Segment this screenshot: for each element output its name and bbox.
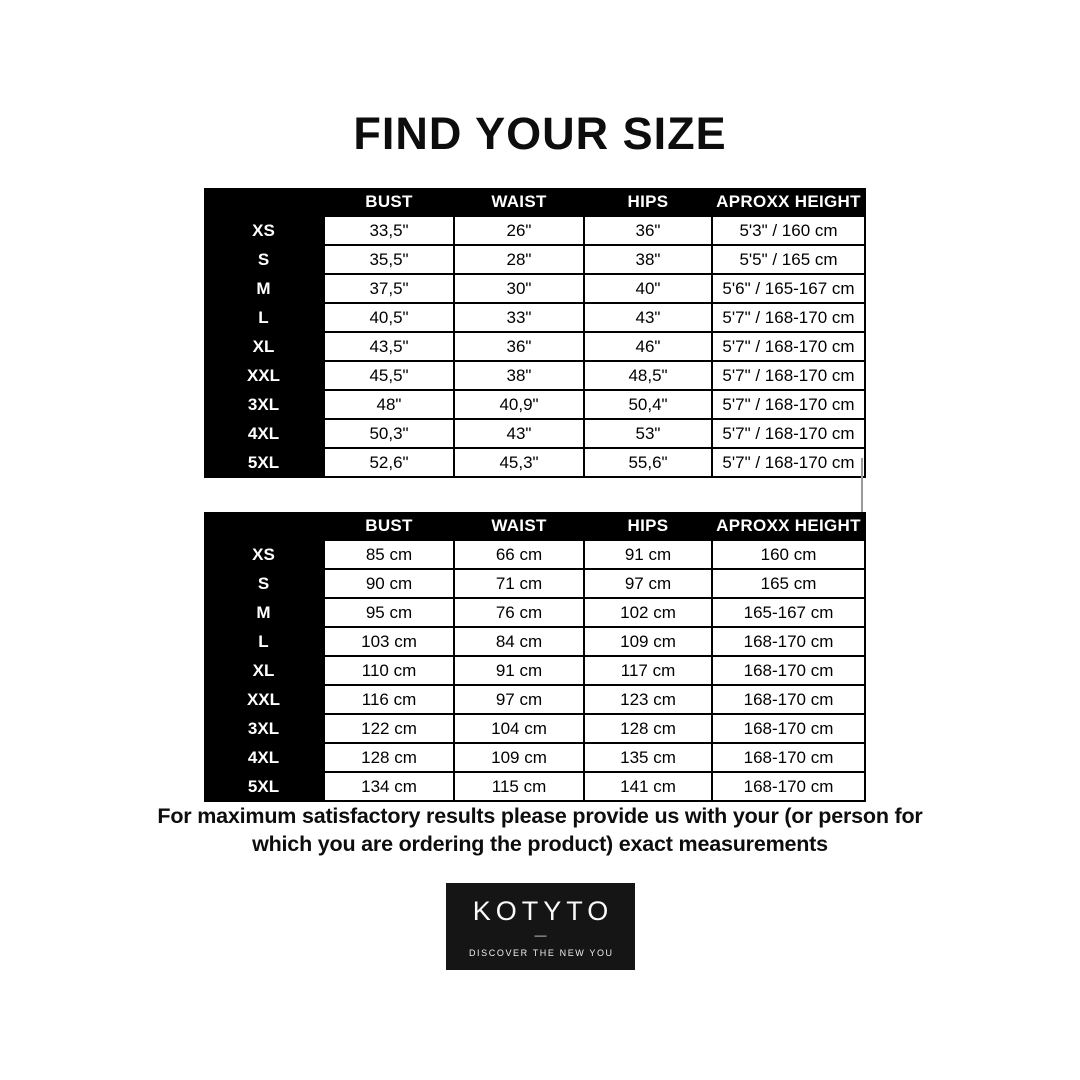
size-table-inches — [204, 188, 866, 478]
table-cell: 40,9" — [454, 390, 584, 419]
table-cell: 36" — [454, 332, 584, 361]
table-cell: 168-170 cm — [712, 772, 865, 801]
table-cell: 53" — [584, 419, 712, 448]
table-cell: 52,6" — [324, 448, 454, 477]
table-cell: 116 cm — [324, 685, 454, 714]
table-cell: 71 cm — [454, 569, 584, 598]
size-label: XXL — [204, 685, 324, 714]
table-cell: 38" — [454, 361, 584, 390]
size-label: 4XL — [204, 419, 324, 448]
table-cell: 5'7" / 168-170 cm — [712, 419, 865, 448]
column-header-hips: HIPS — [584, 512, 712, 540]
size-label: XL — [204, 656, 324, 685]
table-cell: 46" — [584, 332, 712, 361]
table-cell: 160 cm — [712, 540, 865, 569]
table-cell: 168-170 cm — [712, 714, 865, 743]
corner-cell — [204, 512, 324, 540]
table-cell: 115 cm — [454, 772, 584, 801]
table-cell: 102 cm — [584, 598, 712, 627]
table-cell: 90 cm — [324, 569, 454, 598]
logo-divider: — — [534, 927, 547, 942]
size-label: L — [204, 627, 324, 656]
table-cell: 91 cm — [584, 540, 712, 569]
table-cell: 165 cm — [712, 569, 865, 598]
table-cell: 91 cm — [454, 656, 584, 685]
size-label: 5XL — [204, 448, 324, 477]
table-cell: 48,5" — [584, 361, 712, 390]
size-table-centimeters — [204, 512, 866, 802]
table-row — [204, 274, 865, 303]
table-cell: 76 cm — [454, 598, 584, 627]
table-cell: 30" — [454, 274, 584, 303]
column-header-height: APROXX HEIGHT — [712, 512, 865, 540]
size-label: XS — [204, 540, 324, 569]
size-label: 5XL — [204, 772, 324, 801]
table-row — [204, 303, 865, 332]
column-header-height: APROXX HEIGHT — [712, 188, 865, 216]
table-cell: 43" — [584, 303, 712, 332]
table-header-row — [204, 512, 865, 540]
table-cell: 36" — [584, 216, 712, 245]
corner-cell — [204, 188, 324, 216]
column-header-waist: WAIST — [454, 188, 584, 216]
table-cell: 168-170 cm — [712, 627, 865, 656]
table-row — [204, 245, 865, 274]
table-cell: 134 cm — [324, 772, 454, 801]
table-row — [204, 598, 865, 627]
table-cell: 43" — [454, 419, 584, 448]
column-header-hips: HIPS — [584, 188, 712, 216]
size-label: L — [204, 303, 324, 332]
table-cell: 109 cm — [454, 743, 584, 772]
table-row — [204, 772, 865, 801]
size-label: M — [204, 598, 324, 627]
table-cell: 45,3" — [454, 448, 584, 477]
table-row — [204, 448, 865, 477]
size-label: 3XL — [204, 390, 324, 419]
table-cell: 110 cm — [324, 656, 454, 685]
size-label: XL — [204, 332, 324, 361]
size-label: 3XL — [204, 714, 324, 743]
table-cell: 26" — [454, 216, 584, 245]
table-row — [204, 540, 865, 569]
brand-logo — [446, 883, 635, 970]
measurement-note — [0, 802, 1080, 858]
table-row — [204, 743, 865, 772]
table-cell: 5'7" / 168-170 cm — [712, 332, 865, 361]
table-cell: 40" — [584, 274, 712, 303]
table-cell: 50,3" — [324, 419, 454, 448]
table-cell: 168-170 cm — [712, 685, 865, 714]
table-cell: 40,5" — [324, 303, 454, 332]
table-row — [204, 685, 865, 714]
table-cell: 165-167 cm — [712, 598, 865, 627]
table-row — [204, 332, 865, 361]
size-label: S — [204, 245, 324, 274]
table-cell: 168-170 cm — [712, 656, 865, 685]
table-connector-line — [861, 458, 863, 514]
table-cell: 43,5" — [324, 332, 454, 361]
table-cell: 55,6" — [584, 448, 712, 477]
table-cell: 45,5" — [324, 361, 454, 390]
table-cell: 85 cm — [324, 540, 454, 569]
column-header-waist: WAIST — [454, 512, 584, 540]
column-header-bust: BUST — [324, 188, 454, 216]
table-cell: 5'7" / 168-170 cm — [712, 448, 865, 477]
table-row — [204, 390, 865, 419]
table-row — [204, 216, 865, 245]
table-cell: 48" — [324, 390, 454, 419]
size-label: S — [204, 569, 324, 598]
table-cell: 5'7" / 168-170 cm — [712, 361, 865, 390]
table-cell: 37,5" — [324, 274, 454, 303]
brand-tagline: DISCOVER THE NEW YOU — [468, 947, 614, 958]
table-cell: 97 cm — [454, 685, 584, 714]
size-label: XXL — [204, 361, 324, 390]
table-cell: 35,5" — [324, 245, 454, 274]
table-cell: 5'6" / 165-167 cm — [712, 274, 865, 303]
table-row — [204, 656, 865, 685]
table-cell: 84 cm — [454, 627, 584, 656]
table-cell: 5'3" / 160 cm — [712, 216, 865, 245]
measurement-note-line2: which you are ordering the product) exact measurements — [252, 832, 828, 856]
table-cell: 33" — [454, 303, 584, 332]
table-row — [204, 627, 865, 656]
brand-name: KOTYTO — [472, 895, 614, 926]
size-label: M — [204, 274, 324, 303]
size-label: 4XL — [204, 743, 324, 772]
table-cell: 141 cm — [584, 772, 712, 801]
table-cell: 117 cm — [584, 656, 712, 685]
column-header-bust: BUST — [324, 512, 454, 540]
table-cell: 38" — [584, 245, 712, 274]
table-cell: 123 cm — [584, 685, 712, 714]
table-cell: 5'5" / 165 cm — [712, 245, 865, 274]
table-cell: 128 cm — [324, 743, 454, 772]
table-row — [204, 419, 865, 448]
page-title: FIND YOUR SIZE — [353, 108, 727, 159]
table-row — [204, 569, 865, 598]
table-cell: 128 cm — [584, 714, 712, 743]
size-label: XS — [204, 216, 324, 245]
table-cell: 135 cm — [584, 743, 712, 772]
table-cell: 109 cm — [584, 627, 712, 656]
table-cell: 168-170 cm — [712, 743, 865, 772]
table-cell: 33,5" — [324, 216, 454, 245]
table-row — [204, 714, 865, 743]
table-cell: 95 cm — [324, 598, 454, 627]
table-cell: 50,4" — [584, 390, 712, 419]
table-cell: 97 cm — [584, 569, 712, 598]
table-cell: 66 cm — [454, 540, 584, 569]
table-header-row — [204, 188, 865, 216]
table-cell: 122 cm — [324, 714, 454, 743]
table-cell: 28" — [454, 245, 584, 274]
table-row — [204, 361, 865, 390]
table-cell: 5'7" / 168-170 cm — [712, 303, 865, 332]
table-cell: 5'7" / 168-170 cm — [712, 390, 865, 419]
table-cell: 103 cm — [324, 627, 454, 656]
table-cell: 104 cm — [454, 714, 584, 743]
measurement-note-line1: For maximum satisfactory results please provide us with your (or person for — [157, 804, 923, 828]
